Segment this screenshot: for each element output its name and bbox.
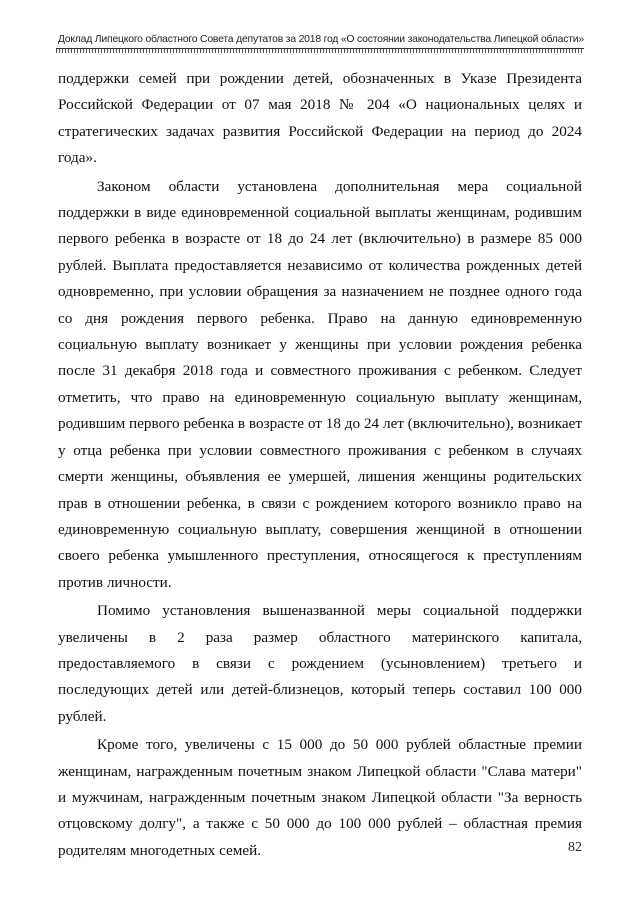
running-header: Доклад Липецкого областного Совета депутатов за 2018 год «О состоянии законодательства Липецкой области» xyxy=(57,34,584,45)
header-rule xyxy=(56,48,584,53)
page-number: 82 xyxy=(568,840,582,855)
paragraph-awards: Кроме того, увеличены с 15 000 до 50 000 рублей областные премии женщинам, награжденным почетным знаком Липецкой области "Слава матери" и мужчинам, награжденным почетным знаком Липецкой области "За верность отцовскому долгу", а также с 50 000 до 100 000 рублей – областная премия родителям многодетных семей. xyxy=(58,736,582,859)
document-body xyxy=(58,66,582,864)
paragraph-single-payment: Законом области установлена дополнительная мера социальной поддержки в виде единовременной социальной выплаты женщинам, родившим первого ребенка в возрасте от 18 до 24 лет (включительно) в размере 85 000 рублей. Выплата предоставляется независимо от количества рожденных детей одновременно, при условии обращения за назначением не позднее одного года со дня рождения первого ребенка. Право на данную единовременную социальную выплату возникает у женщины при условии рождения ребенка после 31 декабря 2018 года и совместного проживания с ребенком. Следует отметить, что право на единовременную социальную выплату женщинам, родившим первого ребенка в возрасте от 18 до 24 лет (включительно), возникает у отца ребенка при условии совместного проживания с ребенком в случаях смерти женщины, объявления ее умершей, лишения женщины родительских прав в отношении ребенка, в связи с рождением которого возникло право на единовременную социальную выплату, совершения женщиной в отношении своего ребенка умышленного преступления, относящегося к преступлениям против личности. xyxy=(58,177,582,591)
paragraph-maternity-capital: Помимо установления вышеназванной меры социальной поддержки увеличены в 2 раза размер областного материнского капитала, предоставляемого в связи с рождением (усыновлением) третьего и последующих детей или детей-близнецов, который теперь составил 100 000 рублей. xyxy=(58,602,582,725)
paragraph-continuation: поддержки семей при рождении детей, обозначенных в Указе Президента Российской Федерации от 07 мая 2018 № 204 «О национальных целях и стратегических задачах развития Российской Федерации на период до 2024 года». xyxy=(58,70,582,167)
